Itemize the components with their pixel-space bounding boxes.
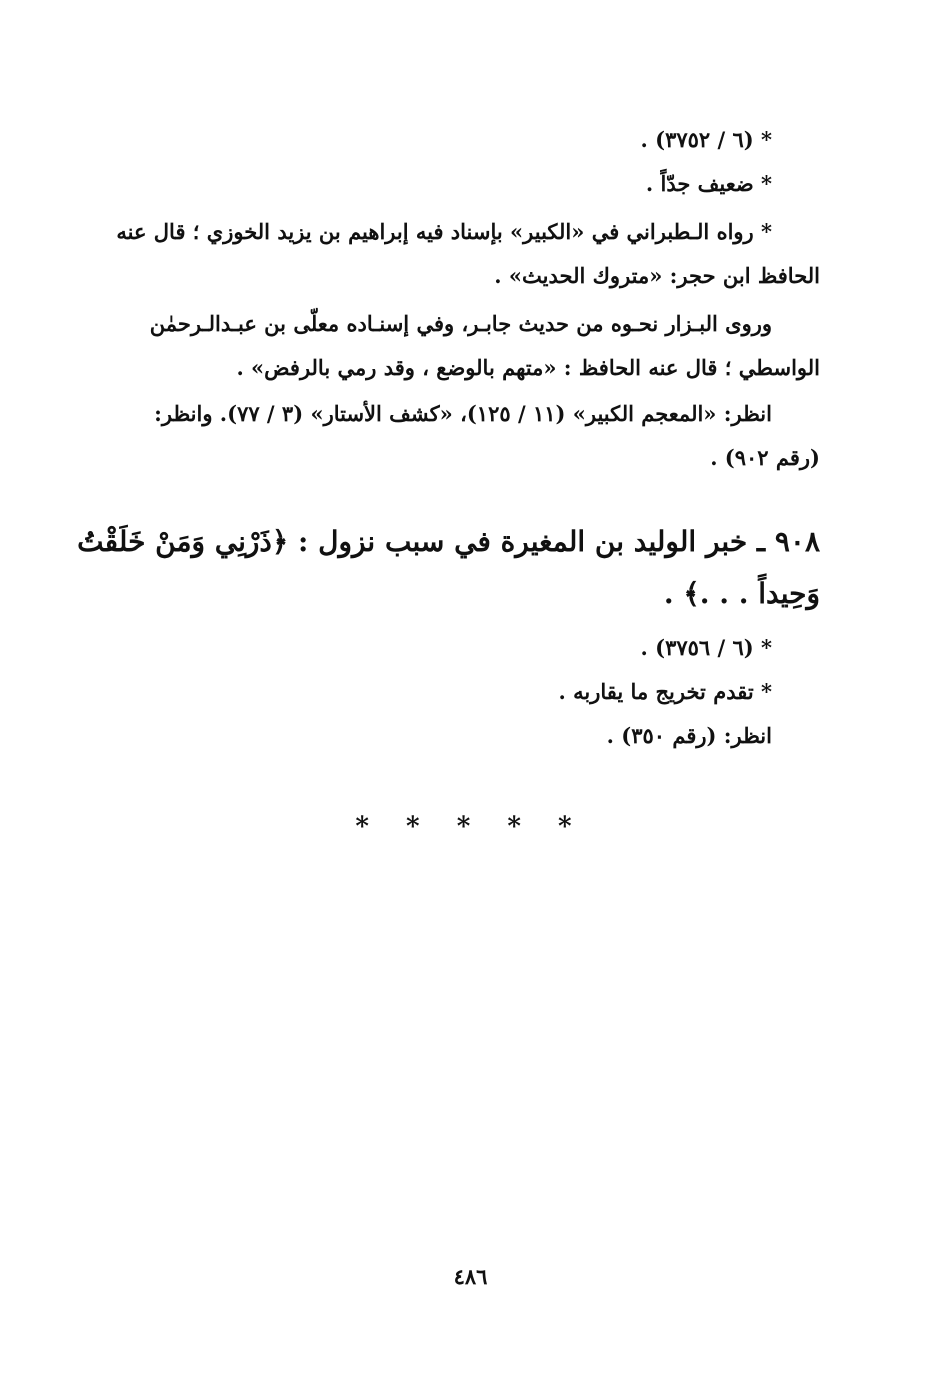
reference-line: * (٦ / ٣٧٥٦) . bbox=[640, 635, 772, 660]
entry-907-tail bbox=[96, 118, 820, 480]
see-also-line: انظر: (رقم ٣٥٠) . bbox=[606, 723, 772, 748]
narration-paragraph-line-2: الحافظ ابن حجر: «متروك الحديث» . bbox=[494, 263, 820, 288]
grade-line: * ضعيف جدّاً . bbox=[645, 171, 772, 196]
bazzar-paragraph-line-1: وروى البـزار نحـوه من حديث جابـر، وفي إسنـاده معلّى بن عبـدالـرحمٰن bbox=[149, 311, 772, 336]
section-separator: * * * * * bbox=[355, 812, 586, 842]
page-number: ٤٨٦ bbox=[453, 1264, 488, 1289]
reference-line: * (٦ / ٣٧٥٢) . bbox=[640, 127, 772, 152]
bazzar-paragraph-line-2: الواسطي ؛ قال عنه الحافظ : «متهم بالوضع ، وقد رمي بالرفض» . bbox=[236, 355, 820, 380]
sources-paragraph-line-1: انظر: «المعجم الكبير» (١١ / ١٢٥)، «كشف الأستار» (٣ / ٧٧). وانظر: bbox=[154, 401, 772, 426]
entry-heading-line-1: ٩٠٨ ـ خبر الوليد بن المغيرة في سبب نزول : ﴿ذَرْنِي وَمَنْ خَلَقْتُ bbox=[77, 525, 820, 558]
entry-heading-line-2: وَحِيداً . . .﴾ . bbox=[663, 577, 820, 610]
sources-paragraph-line-2: (رقم ٩٠٢) . bbox=[710, 445, 820, 470]
narration-paragraph-line-1: * رواه الـطبراني في «الكبير» بإسناد فيه إبراهيم بن يزيد الخوزي ؛ قال عنه bbox=[116, 219, 772, 244]
entry-908 bbox=[77, 516, 820, 758]
note-line: * تقدم تخريج ما يقاربه . bbox=[558, 679, 772, 704]
